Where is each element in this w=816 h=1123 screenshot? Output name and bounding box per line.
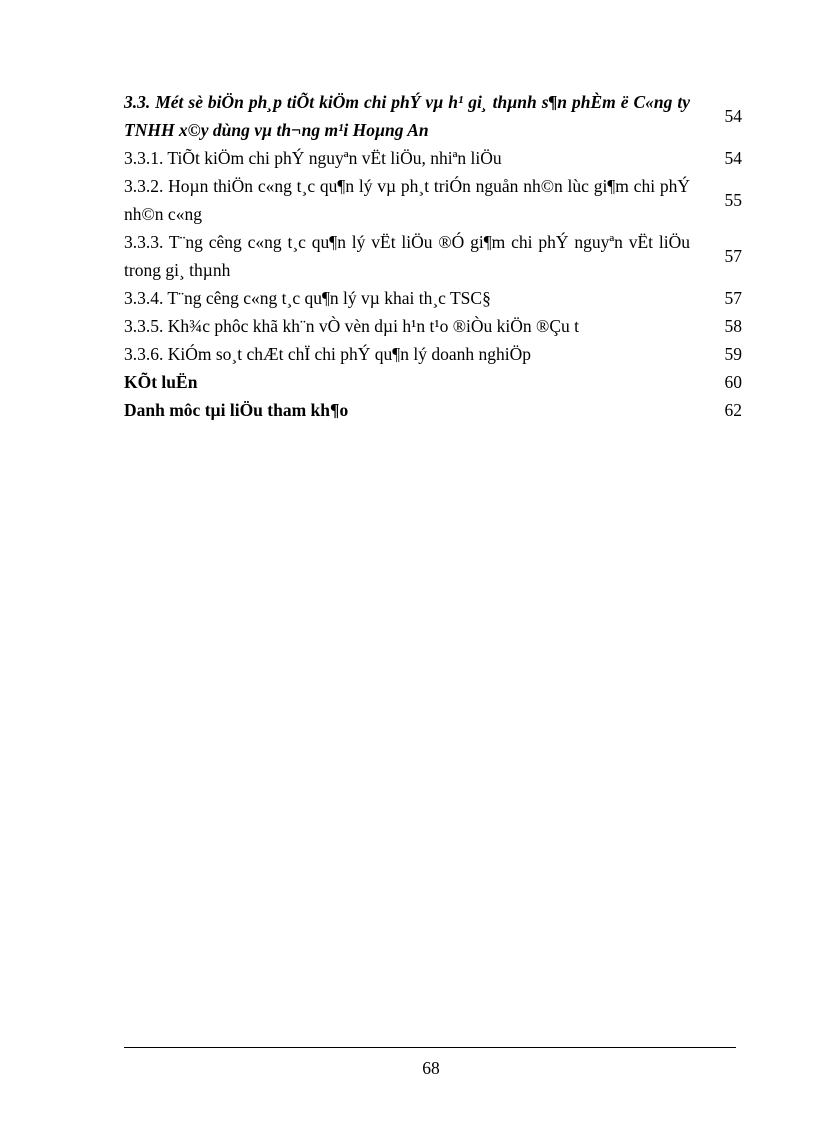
toc-entry-3-3-3 [124,228,742,284]
toc-entry-page: 55 [724,190,742,210]
toc-entry-3-3 [124,88,742,144]
footer-divider [124,1047,736,1048]
toc-entry-page: 59 [724,344,742,364]
toc-entry-3-3-1 [124,144,742,172]
toc-entry-title: 3.3.1. TiÕt kiÖm chi phÝ nguyªn vËt liÖu, nhiªn liÖu [124,148,502,168]
toc-entry-title: 3.3.2. Hoµn thiÖn c«ng t¸c qu¶n lý vµ ph¸t triÓn nguån nh©n lùc gi¶m chi phÝ nh©n c«ng [124,176,690,224]
toc-entry-title: 3.3. Mét sè biÖn ph¸p tiÕt kiÖm chi phÝ vµ h¹ gi¸ thµnh s¶n phÈm ë C«ng ty TNHH x©y dùng vµ th¬ng m¹i Hoµng An [124,92,690,140]
toc-entry-page: 58 [724,316,742,336]
toc-entry-title: 3.3.3. T¨ng cêng c«ng t¸c qu¶n lý vËt liÖu ®Ó gi¶m chi phÝ nguyªn vËt liÖu trong gi¸ thµnh [124,232,690,280]
toc-entry-page: 57 [724,288,742,308]
toc-entry-page: 57 [724,246,742,266]
toc-entry-title: KÕt luËn [124,372,198,392]
toc-entry-page: 54 [724,106,742,126]
toc-entry-3-3-5 [124,312,742,340]
toc-entry-title: 3.3.6. KiÓm so¸t chÆt chÏ chi phÝ qu¶n lý doanh nghiÖp [124,344,531,364]
toc-entry-3-3-2 [124,172,742,228]
toc-entry-page: 54 [724,148,742,168]
toc-entry-3-3-4 [124,284,742,312]
toc-entry-3-3-6 [124,340,742,368]
toc-entry-page: 62 [724,400,742,420]
toc-entry-title: 3.3.4. T¨ng cêng c«ng t¸c qu¶n lý vµ khai th¸c TSC§ [124,288,491,308]
table-of-contents [124,88,742,424]
page-number: 68 [422,1058,440,1078]
toc-entry-title: Danh môc tµi liÖu tham kh¶o [124,400,349,420]
toc-entry-title: 3.3.5. Kh¾c phôc khã kh¨n vÒ vèn dµi h¹n t¹o ®iÒu kiÖn ®Çu t [124,316,579,336]
toc-entry-references [124,396,742,424]
toc-entry-conclusion [124,368,742,396]
toc-entry-page: 60 [724,372,742,392]
